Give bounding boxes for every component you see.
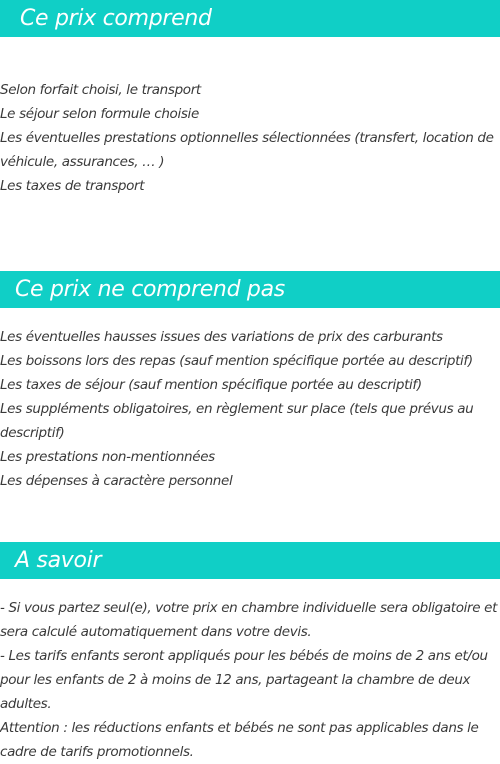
list-item: Les prestations non-mentionnées xyxy=(0,449,215,465)
list-item: Les taxes de transport xyxy=(0,178,145,194)
excludes-list xyxy=(0,325,500,493)
list-item: Les taxes de séjour (sauf mention spécifique portée au descriptif) xyxy=(0,377,422,393)
list-item: Le séjour selon formule choisie xyxy=(0,106,199,122)
section-header-includes: Ce prix comprend xyxy=(0,0,500,37)
includes-list xyxy=(0,78,500,198)
list-item: Les dépenses à caractère personnel xyxy=(0,473,233,489)
list-item: Les suppléments obligatoires, en règlement sur place (tels que prévus au descriptif) xyxy=(0,401,474,441)
list-item: Les éventuelles hausses issues des variations de prix des carburants xyxy=(0,329,443,345)
list-item: Attention : les réductions enfants et bébés ne sont pas applicables dans le cadre de tarifs promotionnels. xyxy=(0,720,479,760)
list-item: Selon forfait choisi, le transport xyxy=(0,82,201,98)
section-header-excludes: Ce prix ne comprend pas xyxy=(0,271,500,308)
list-item: Les boissons lors des repas (sauf mention spécifique portée au descriptif) xyxy=(0,353,473,369)
list-item: - Les tarifs enfants seront appliqués pour les bébés de moins de 2 ans et/ou pour les enfants de 2 à moins de 12 ans, partageant la chambre de deux adultes. xyxy=(0,648,488,712)
section-header-good-to-know: A savoir xyxy=(0,542,500,579)
list-item: Les éventuelles prestations optionnelles sélectionnées (transfert, location de véhicule, assurances, … ) xyxy=(0,130,494,170)
list-item: - Si vous partez seul(e), votre prix en chambre individuelle sera obligatoire et sera calculé automatiquement dans votre devis. xyxy=(0,600,498,640)
